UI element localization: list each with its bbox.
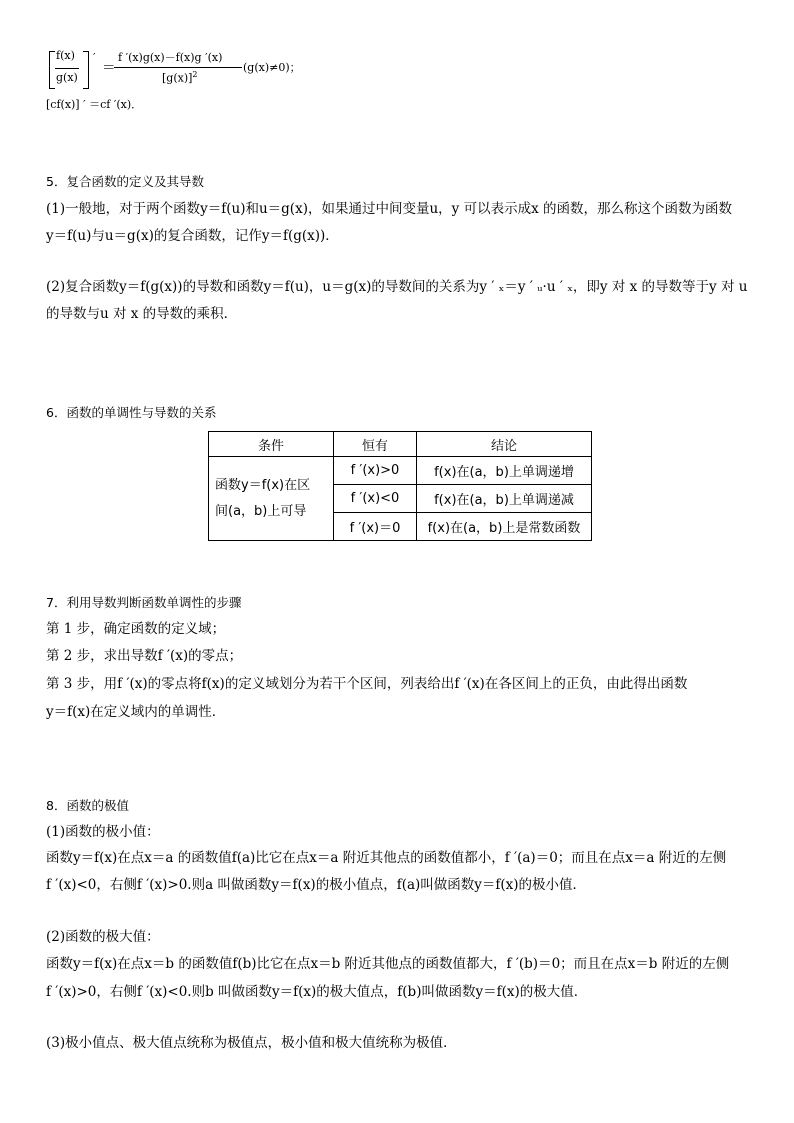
section-5-heading: 5．复合函数的定义及其导数 xyxy=(46,174,204,189)
monotonicity-table xyxy=(208,431,592,541)
table-header-conclusion: 结论 xyxy=(417,432,592,457)
section-7-heading: 7．利用导数判断函数单调性的步骤 xyxy=(46,595,242,610)
section-5-p1-line2: y＝f(u)与u＝g(x)的复合函数，记作y＝f(g(x))． xyxy=(46,228,339,244)
condition-line-2: 间(a，b)上可导 xyxy=(215,503,307,519)
inner-denominator: g(x) xyxy=(56,71,78,84)
table-row xyxy=(209,457,592,485)
right-bracket xyxy=(83,51,89,89)
inner-fraction-bar xyxy=(55,68,79,69)
table-header-always: 恒有 xyxy=(334,432,417,457)
section-8-min-line1: 函数y＝f(x)在点x＝a 的函数值f(a)比它在点x＝a 附近其他点的函数值都小，f ′(a)＝0；而且在点x＝a 附近的左侧 xyxy=(46,850,727,866)
table-header-condition: 条件 xyxy=(209,432,334,457)
outer-denominator-exponent: 2 xyxy=(192,70,198,79)
outer-denominator xyxy=(162,70,198,85)
section-8-heading: 8．函数的极值 xyxy=(46,798,129,813)
section-7-step-3-line1: 第 3 步，用f ′(x)的零点将f(x)的定义域划分为若干个区间，列表给出f ′(x)在各区间上的正负，由此得出函数 xyxy=(46,676,688,692)
section-7-step-2: 第 2 步，求出导数f ′(x)的零点； xyxy=(46,648,243,664)
outer-numerator: f ′(x)g(x)－f(x)g ′(x) xyxy=(118,51,223,64)
formula-condition: (g(x)≠0)； xyxy=(243,61,301,74)
equals-sign: ＝ xyxy=(102,60,116,76)
condition-line-1: 函数y＝f(x)在区 xyxy=(215,477,311,493)
table-header-row xyxy=(209,432,592,457)
section-8-max-line2: f ′(x)>0，右侧f ′(x)<0.则b 叫做函数y＝f(x)的极大值点，f(b)叫做函数y＝f(x)的极大值． xyxy=(46,984,588,1000)
section-7-step-1: 第 1 步，确定函数的定义域； xyxy=(46,621,226,637)
section-8-min-title: (1)函数的极小值： xyxy=(46,824,160,840)
table-cell-condition xyxy=(209,457,334,541)
derivative-prime: ′ xyxy=(93,51,96,64)
section-8-min-line2: f ′(x)<0，右侧f ′(x)>0.则a 叫做函数y＝f(x)的极小值点，f(a)叫做函数y＝f(x)的极小值． xyxy=(46,877,587,893)
section-5-p1-line1: (1)一般地，对于两个函数y＝f(u)和u＝g(x)，如果通过中间变量u，y 可以表示成x 的函数，那么称这个函数为函数 xyxy=(46,201,732,217)
outer-denominator-base: [g(x)] xyxy=(162,71,193,85)
section-8-max-line1: 函数y＝f(x)在点x＝b 的函数值f(b)比它在点x＝b 附近其他点的函数值都大，f ′(b)＝0；而且在点x＝b 附近的左侧 xyxy=(46,956,730,972)
table-cell-always: f ′(x)<0 xyxy=(334,485,417,513)
constant-multiple-rule: [cf(x)] ′ ＝cf ′(x)． xyxy=(46,98,143,111)
outer-fraction-bar xyxy=(114,67,242,68)
section-6-heading: 6．函数的单调性与导数的关系 xyxy=(46,405,217,420)
section-7-step-3-line2: y＝f(x)在定义域内的单调性． xyxy=(46,704,226,720)
table-cell-conclusion: f(x)在(a，b)上单调递增 xyxy=(417,457,592,485)
table-cell-always: f ′(x)＝0 xyxy=(334,513,417,541)
inner-numerator: f(x) xyxy=(56,49,75,62)
section-5-p2-line2: 的导数与u 对 x 的导数的乘积． xyxy=(46,306,238,322)
section-5-p2-line1: (2)复合函数y＝f(g(x))的导数和函数y＝f(u)，u＝g(x)的导数间的关系为y ′ ₓ＝y ′ ᵤ·u ′ ₓ，即y 对 x 的导数等于y 对 u xyxy=(46,279,748,295)
table-cell-always: f ′(x)>0 xyxy=(334,457,417,485)
left-bracket xyxy=(49,51,55,89)
table-cell-conclusion: f(x)在(a，b)上单调递减 xyxy=(417,485,592,513)
table-cell-conclusion: f(x)在(a，b)上是常数函数 xyxy=(417,513,592,541)
section-8-summary: (3)极小值点、极大值点统称为极值点，极小值和极大值统称为极值． xyxy=(46,1035,457,1051)
section-8-max-title: (2)函数的极大值： xyxy=(46,929,160,945)
